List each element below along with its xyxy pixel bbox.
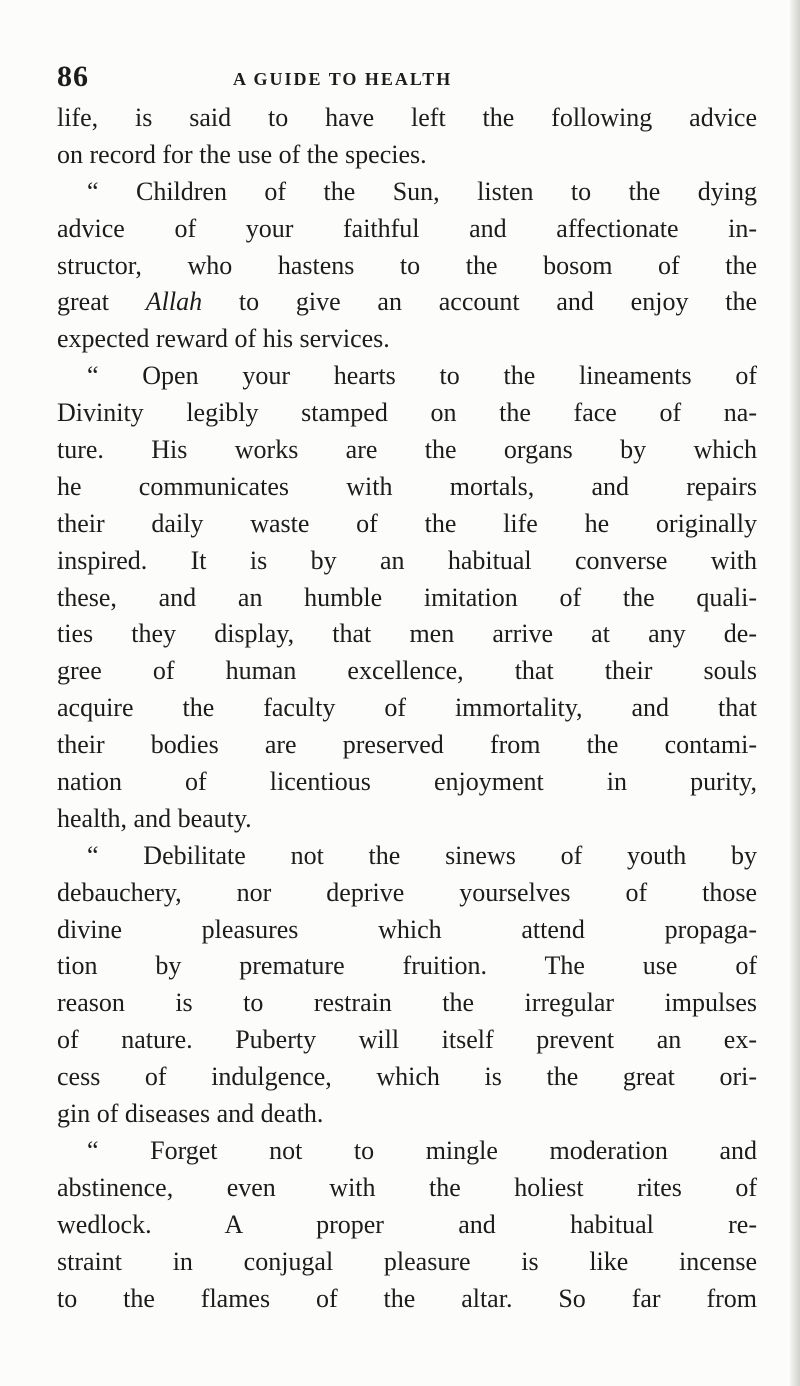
text-line: advice of your faithful and affectionate in- [57,213,757,243]
text-line: “ Forget not to mingle moderation and [87,1135,757,1165]
text-line: “ Open your hearts to the lineaments of [87,361,757,391]
text-line: gin of diseases and death. [57,1099,324,1129]
text-line: “ Children of the Sun, listen to the dying [87,176,757,206]
body-text [57,100,757,1317]
text-line: their bodies are preserved from the contami- [57,730,757,760]
text-line: inspired. It is by an habitual converse with [57,545,757,575]
text-line: cess of indulgence, which is the great ori- [57,1062,757,1092]
text-line: of nature. Puberty will itself prevent an ex- [57,1025,757,1055]
text-line: on record for the use of the species. [57,139,427,169]
page-number: 86 [57,60,89,93]
text-line: expected reward of his services. [57,324,390,354]
text-line: nation of licentious enjoyment in purity, [57,767,757,797]
text-line: wedlock. A proper and habitual re- [57,1209,757,1239]
text-line: abstinence, even with the holiest rites of [57,1172,757,1202]
page-edge-shadow [790,0,800,1386]
text-line: gree of human excellence, that their souls [57,656,757,686]
text-line: he communicates with mortals, and repairs [57,471,757,501]
text-line: health, and beauty. [57,803,252,833]
text-line: ties they display, that men arrive at any de- [57,619,757,649]
text-line: great Allah to give an account and enjoy the [57,287,757,317]
running-head [57,60,757,100]
text-line: “ Debilitate not the sinews of youth by [87,840,757,870]
text-line: debauchery, nor deprive yourselves of those [57,877,757,907]
text-line: tion by premature fruition. The use of [57,951,757,981]
text-line: divine pleasures which attend propaga- [57,914,757,944]
text-line: life, is said to have left the following advice [57,103,757,132]
text-line: to the flames of the altar. So far from [57,1283,757,1313]
running-title: A GUIDE TO HEALTH [233,69,453,89]
text-line: straint in conjugal pleasure is like incense [57,1246,757,1276]
text-line: reason is to restrain the irregular impulses [57,988,757,1018]
text-line: Divinity legibly stamped on the face of na- [57,398,757,428]
text-line: structor, who hastens to the bosom of the [57,250,757,280]
text-line: these, and an humble imitation of the quali- [57,582,757,612]
text-line: ture. His works are the organs by which [57,435,757,465]
text-line: acquire the faculty of immortality, and that [57,693,757,723]
text-line: their daily waste of the life he originally [57,508,757,538]
